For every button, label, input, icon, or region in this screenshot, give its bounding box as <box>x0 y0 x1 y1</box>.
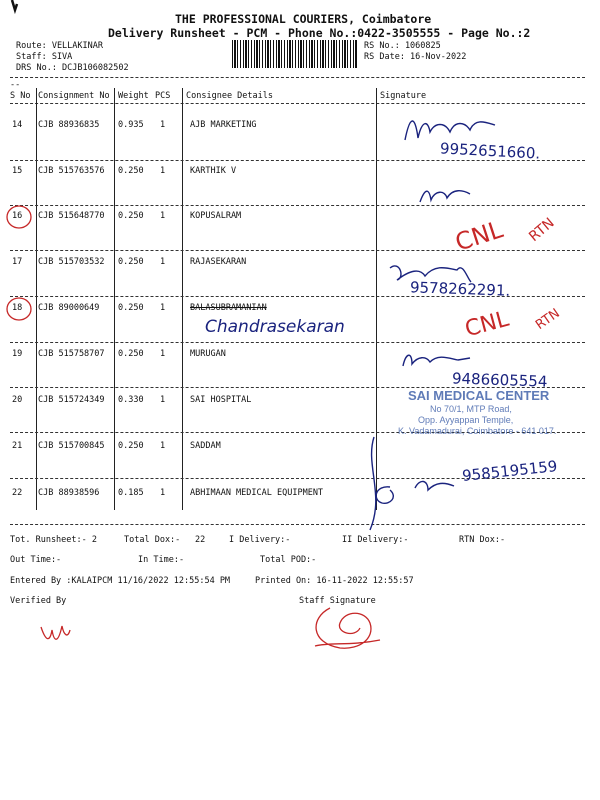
signature-19 <box>398 348 478 372</box>
staff-signature-label: Staff Signature <box>299 596 376 606</box>
row-pcs: 1 <box>160 166 166 176</box>
handwritten-name-18: Chandrasekaran <box>205 317 345 337</box>
row-consignment: CJB 515703532 <box>38 257 105 267</box>
rtn-mark-18: RTN <box>533 305 563 334</box>
circle-mark-16 <box>5 204 33 230</box>
row-weight: 0.935 <box>118 120 144 130</box>
row-consignee: AJB MARKETING <box>190 120 257 130</box>
stamp-line3: K. Vadamadurai, Coimbatore - 641 017. <box>398 426 557 436</box>
tot-runsheet: Tot. Runsheet:- 2 <box>10 535 97 545</box>
company-title: THE PROFESSIONAL COURIERS, Coimbatore <box>175 12 432 26</box>
col-pcs: PCS <box>155 91 171 101</box>
stamp-line1: No 70/1, MTP Road, <box>430 404 512 414</box>
row-pcs: 1 <box>160 211 166 221</box>
runsheet-subtitle: Delivery Runsheet - PCM - Phone No.:0422-3505555 - Page No.:2 <box>108 26 531 40</box>
verified-signature <box>36 612 76 652</box>
signature-22b <box>410 476 460 498</box>
row-sno: 17 <box>12 257 23 267</box>
out-time: Out Time:- <box>10 555 62 565</box>
stamp-name: SAI MEDICAL CENTER <box>408 388 550 403</box>
row-sno: 19 <box>12 349 23 359</box>
handwritten-phone-22: 9585195159 <box>461 457 559 485</box>
row-weight: 0.250 <box>118 257 144 267</box>
row-consignment: CJB 515700845 <box>38 441 105 451</box>
row-sno: 22 <box>12 488 23 498</box>
table-bottom-rule <box>10 524 585 525</box>
row-weight: 0.250 <box>118 349 144 359</box>
col-consignment: Consignment No <box>38 91 110 101</box>
handwritten-phone-17: 9578262291. <box>409 278 511 300</box>
route-label: Route: VELLAKINAR <box>16 41 103 51</box>
row-consignment: CJB 88936835 <box>38 120 100 130</box>
row-consignment: CJB 515758707 <box>38 349 105 359</box>
rtn-mark-16: RTN <box>526 214 558 246</box>
row-pcs: 1 <box>160 488 166 498</box>
row-sno: 14 <box>12 120 23 130</box>
drs-number: DRS No.: DCJB106082502 <box>16 63 129 73</box>
row-weight: 0.250 <box>118 303 144 313</box>
header-rule-top <box>10 77 585 78</box>
barcode <box>232 40 358 68</box>
row-pcs: 1 <box>160 349 166 359</box>
total-pod: Total POD:- <box>260 555 317 565</box>
row-sno: 21 <box>12 441 23 451</box>
row-consignee: SADDAM <box>190 441 221 451</box>
printed-on: Printed On: 16-11-2022 12:55:57 <box>255 576 414 586</box>
row-divider <box>10 342 585 343</box>
rs-number: RS No.: 1060825 <box>364 41 441 51</box>
circle-mark-18 <box>5 296 33 322</box>
in-time: In Time:- <box>138 555 185 565</box>
col-consignee: Consignee Details <box>186 91 273 101</box>
corner-mark <box>4 0 24 20</box>
row-divider <box>10 205 585 206</box>
row-pcs: 1 <box>160 120 166 130</box>
row-sno: 16 <box>12 211 23 221</box>
row-weight: 0.250 <box>118 211 144 221</box>
signature-15 <box>415 180 475 210</box>
row-sno: 18 <box>12 303 23 313</box>
rtn-dox: RTN Dox:- <box>459 535 506 545</box>
col-divider-3 <box>182 88 183 510</box>
stamp-line2: Opp. Ayyappan Temple, <box>418 415 514 425</box>
col-weight: Weight <box>118 91 149 101</box>
row-weight: 0.250 <box>118 441 144 451</box>
row-pcs: 1 <box>160 441 166 451</box>
i-delivery: I Delivery:- <box>229 535 291 545</box>
staff-signature-mark <box>300 598 390 658</box>
row-consignment: CJB 515724349 <box>38 395 105 405</box>
row-consignee: RAJASEKARAN <box>190 257 247 267</box>
row-consignee: MURUGAN <box>190 349 226 359</box>
col-sno: S No <box>10 91 31 101</box>
cnl-mark-16: CNL <box>451 215 507 257</box>
header-rule-bottom <box>10 103 585 104</box>
row-pcs: 1 <box>160 395 166 405</box>
entered-by: Entered By :KALAIPCM 11/16/2022 12:55:54 PM <box>10 576 231 586</box>
cnl-mark-18: CNL <box>462 306 512 343</box>
row-weight: 0.250 <box>118 166 144 176</box>
handwritten-phone-19: 9486605554 <box>451 369 548 391</box>
row-sno: 15 <box>12 166 23 176</box>
col-divider-2 <box>114 88 115 510</box>
row-consignment: CJB 515648770 <box>38 211 105 221</box>
row-pcs: 1 <box>160 303 166 313</box>
staff-label: Staff: SIVA <box>16 52 73 62</box>
row-divider <box>10 250 585 251</box>
row-consignee: KOPUSALRAM <box>190 211 242 221</box>
row-consignee: KARTHIK V <box>190 166 237 176</box>
col-signature: Signature <box>380 91 427 101</box>
row-weight: 0.185 <box>118 488 144 498</box>
ii-delivery: II Delivery:- <box>342 535 409 545</box>
row-weight: 0.330 <box>118 395 144 405</box>
verified-by: Verified By <box>10 596 67 606</box>
row-sno: 20 <box>12 395 23 405</box>
row-pcs: 1 <box>160 257 166 267</box>
row-consignment: CJB 88938596 <box>38 488 100 498</box>
row-consignee: ABHIMAAN MEDICAL EQUIPMENT <box>190 488 324 498</box>
total-dox-value: 22 <box>195 535 206 545</box>
col-divider-1 <box>36 88 37 510</box>
row-consignment: CJB 515763576 <box>38 166 105 176</box>
rs-date: RS Date: 16-Nov-2022 <box>364 52 467 62</box>
dashes-mark: -- <box>10 80 21 90</box>
row-consignee: BALASUBRAMANIAN <box>190 303 267 313</box>
handwritten-phone-14: 9952651660. <box>439 139 541 163</box>
total-dox-label: Total Dox:- <box>124 535 181 545</box>
row-consignee: SAI HOSPITAL <box>190 395 252 405</box>
row-consignment: CJB 89000649 <box>38 303 100 313</box>
